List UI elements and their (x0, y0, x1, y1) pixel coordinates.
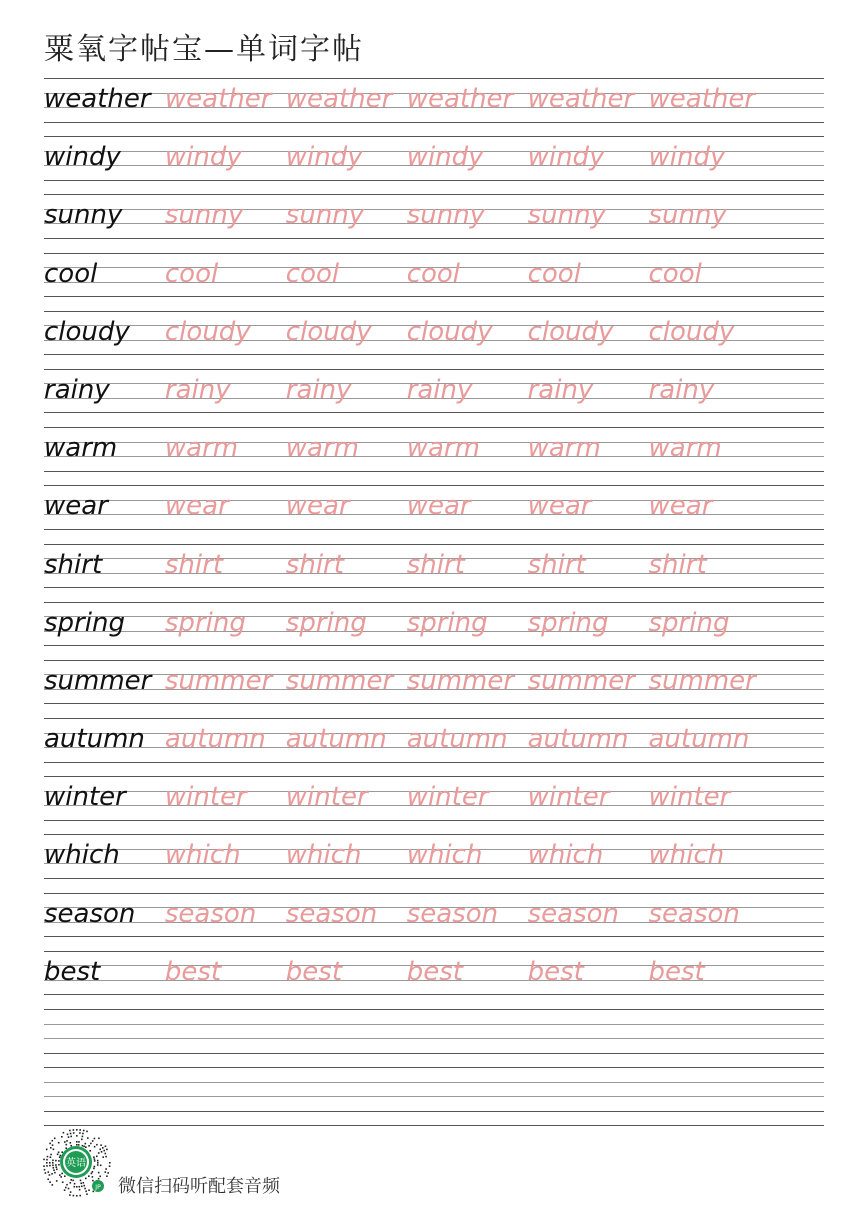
trace-word: cool (648, 258, 702, 289)
practice-row (44, 253, 824, 311)
ruled-line (44, 1067, 824, 1068)
trace-word: spring (406, 607, 488, 638)
model-word: best (44, 956, 101, 987)
practice-row (44, 136, 824, 194)
trace-word: autumn (164, 724, 266, 755)
practice-row (44, 78, 824, 136)
trace-word: shirt (164, 549, 224, 580)
practice-row (44, 194, 824, 252)
ruled-line (44, 412, 824, 413)
qr-sub-text: JP (95, 1184, 101, 1191)
trace-word: spring (285, 607, 367, 638)
model-word: spring (44, 607, 125, 638)
ruled-line (44, 253, 824, 254)
trace-word: sunny (527, 200, 606, 231)
trace-word: winter (527, 782, 610, 813)
practice-row (44, 834, 824, 892)
trace-word: season (406, 898, 499, 929)
trace-word: cool (406, 258, 461, 289)
trace-word: warm (285, 433, 360, 464)
trace-word: which (648, 840, 725, 871)
practice-row (44, 602, 824, 660)
qr-code-icon[interactable] (40, 1126, 112, 1198)
model-word: autumn (44, 724, 145, 755)
trace-word: summer (285, 665, 394, 696)
trace-word: wear (648, 491, 713, 522)
ruled-line (44, 485, 824, 486)
trace-word: which (164, 840, 241, 871)
ruled-line (44, 820, 824, 821)
ruled-line (44, 718, 824, 719)
trace-word: spring (164, 607, 246, 638)
practice-row (44, 776, 824, 834)
trace-word: windy (285, 142, 363, 173)
trace-word: cloudy (164, 316, 251, 347)
ruled-line (44, 1024, 824, 1025)
ruled-line (44, 529, 824, 530)
ruled-line (44, 878, 824, 879)
trace-word: sunny (648, 200, 727, 231)
empty-practice-row (44, 1067, 824, 1125)
trace-word: shirt (285, 549, 344, 580)
practice-row (44, 660, 824, 718)
ruled-line (44, 1096, 824, 1097)
empty-practice-row (44, 1009, 824, 1067)
trace-word: which (406, 840, 483, 871)
model-word: warm (44, 433, 118, 464)
ruled-line (44, 762, 824, 763)
trace-word: weather (527, 84, 635, 114)
trace-word: season (164, 898, 257, 929)
ruled-line (44, 936, 824, 937)
ruled-line (44, 1082, 824, 1083)
trace-word: weather (648, 84, 756, 114)
trace-word: spring (527, 607, 609, 638)
ruled-line (44, 354, 824, 355)
trace-word: windy (527, 142, 605, 173)
ruled-line (44, 78, 824, 79)
model-word: rainy (44, 374, 110, 405)
trace-word: warm (164, 433, 239, 464)
trace-word: sunny (406, 200, 486, 231)
trace-word: which (527, 840, 604, 871)
trace-word: rainy (406, 374, 473, 405)
model-word: winter (44, 782, 126, 813)
trace-word: winter (164, 782, 247, 813)
trace-word: sunny (285, 200, 365, 231)
trace-word: which (285, 840, 362, 871)
trace-word: wear (285, 491, 350, 522)
trace-word: season (527, 898, 619, 929)
practice-row (44, 544, 824, 602)
trace-word: summer (406, 665, 515, 696)
ruled-line (44, 194, 824, 195)
footer (40, 1126, 440, 1206)
ruled-line (44, 1038, 824, 1039)
trace-word: cool (527, 258, 581, 289)
trace-word: rainy (648, 374, 715, 405)
trace-word: shirt (527, 549, 586, 580)
practice-row (44, 893, 824, 951)
trace-word: weather (285, 84, 393, 114)
model-word: summer (44, 665, 152, 696)
trace-word: summer (648, 665, 756, 696)
trace-word: warm (527, 433, 601, 464)
trace-word: cloudy (648, 316, 735, 347)
trace-word: winter (406, 782, 489, 813)
ruled-line (44, 471, 824, 472)
model-word: sunny (44, 200, 123, 231)
ruled-line (44, 1053, 824, 1054)
practice-row (44, 369, 824, 427)
trace-word: sunny (164, 200, 244, 231)
trace-word: autumn (285, 724, 387, 755)
trace-word: autumn (406, 724, 508, 755)
ruled-line (44, 311, 824, 312)
trace-word: wear (527, 491, 592, 522)
trace-word: season (648, 898, 740, 929)
ruled-line (44, 544, 824, 545)
practice-row (44, 718, 824, 776)
practice-row (44, 311, 824, 369)
trace-word: weather (406, 84, 514, 114)
ruled-line (44, 834, 824, 835)
model-word: windy (44, 142, 121, 173)
page-title: 粟氧字帖宝—单词字帖 (44, 32, 364, 67)
trace-word: wear (406, 491, 471, 522)
trace-word: cloudy (406, 316, 493, 347)
trace-word: rainy (285, 374, 352, 405)
trace-word: rainy (527, 374, 594, 405)
trace-word: cool (285, 258, 340, 289)
trace-word: autumn (527, 724, 629, 755)
trace-word: spring (648, 607, 730, 638)
ruled-line (44, 703, 824, 704)
ruled-line (44, 776, 824, 777)
ruled-line (44, 180, 824, 181)
trace-word: windy (164, 142, 242, 173)
trace-word: best (648, 956, 705, 987)
ruled-line (44, 645, 824, 646)
trace-word: cloudy (285, 316, 372, 347)
ruled-line (44, 1009, 824, 1010)
practice-sheet (44, 78, 824, 1126)
model-word: shirt (44, 549, 103, 580)
trace-word: best (406, 956, 463, 987)
qr-badge-text: 英语 (66, 1158, 86, 1169)
trace-word: winter (285, 782, 368, 813)
trace-word: summer (164, 665, 273, 696)
ruled-line (44, 427, 824, 428)
practice-row (44, 427, 824, 485)
ruled-line (44, 296, 824, 297)
trace-word: weather (164, 84, 272, 114)
trace-word: warm (406, 433, 480, 464)
trace-word: wear (164, 491, 229, 522)
trace-word: shirt (406, 549, 465, 580)
model-word: weather (44, 84, 151, 114)
model-word: season (44, 898, 136, 929)
trace-word: autumn (648, 724, 750, 755)
trace-word: windy (648, 142, 726, 173)
trace-word: shirt (648, 549, 707, 580)
ruled-line (44, 238, 824, 239)
practice-row (44, 951, 824, 1009)
ruled-line (44, 951, 824, 952)
practice-row (44, 485, 824, 543)
trace-word: best (164, 956, 222, 987)
model-word: wear (44, 491, 108, 522)
ruled-line (44, 602, 824, 603)
trace-word: summer (527, 665, 635, 696)
trace-word: best (527, 956, 584, 987)
model-word: cloudy (44, 316, 130, 347)
trace-word: cloudy (527, 316, 614, 347)
ruled-line (44, 893, 824, 894)
trace-word: best (285, 956, 343, 987)
model-word: cool (44, 258, 98, 289)
trace-word: winter (648, 782, 731, 813)
trace-word: cool (164, 258, 219, 289)
ruled-line (44, 660, 824, 661)
ruled-line (44, 994, 824, 995)
ruled-line (44, 122, 824, 123)
ruled-line (44, 136, 824, 137)
ruled-line (44, 1111, 824, 1112)
trace-word: rainy (164, 374, 231, 405)
trace-word: windy (406, 142, 484, 173)
ruled-line (44, 587, 824, 588)
footer-caption: 微信扫码听配套音频 (118, 1176, 280, 1197)
ruled-line (44, 369, 824, 370)
model-word: which (44, 840, 120, 871)
trace-word: warm (648, 433, 722, 464)
trace-word: season (285, 898, 378, 929)
